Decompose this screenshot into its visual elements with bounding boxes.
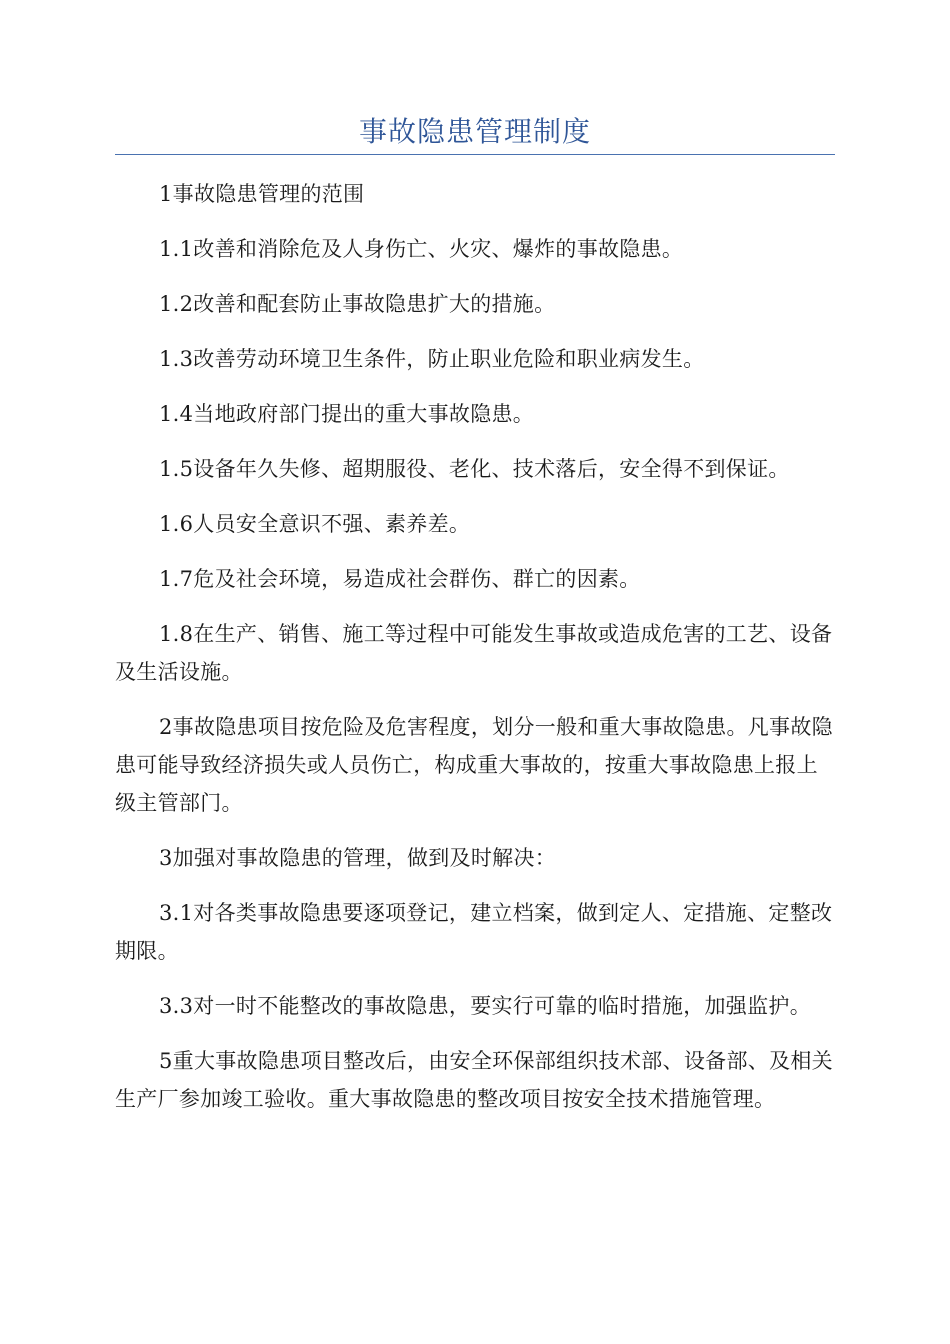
- document-body: [115, 175, 835, 1135]
- paragraph-1-7: 1.7危及社会环境，易造成社会群伤、群亡的因素。: [159, 567, 641, 591]
- paragraph-1-3: 1.3改善劳动环境卫生条件，防止职业危险和职业病发生。: [159, 347, 705, 371]
- paragraph-1-1: 1.1改善和消除危及人身伤亡、火灾、爆炸的事故隐患。: [159, 237, 684, 261]
- paragraph-2: 2事故隐患项目按危险及危害程度，划分一般和重大事故隐患。凡事故隐患可能导致经济损失或人员伤亡，构成重大事故的，按重大事故隐患上报上级主管部门。: [115, 715, 833, 815]
- paragraph-5: 5重大事故隐患项目整改后，由安全环保部组织技术部、设备部、及相关生产厂参加竣工验收。重大事故隐患的整改项目按安全技术措施管理。: [115, 1049, 833, 1111]
- paragraph-1-4: 1.4当地政府部门提出的重大事故隐患。: [159, 402, 535, 426]
- paragraph-1-8: 1.8在生产、销售、施工等过程中可能发生事故或造成危害的工艺、设备及生活设施。: [115, 622, 833, 684]
- paragraph-3: 3加强对事故隐患的管理，做到及时解决：: [159, 846, 557, 870]
- paragraph-1-6: 1.6人员安全意识不强、素养差。: [159, 512, 471, 536]
- paragraph-1-5: 1.5设备年久失修、超期服役、老化、技术落后，安全得不到保证。: [159, 457, 790, 481]
- paragraph-3-1: 3.1对各类事故隐患要逐项登记，建立档案，做到定人、定措施、定整改期限。: [115, 901, 833, 963]
- paragraph-1: 1事故隐患管理的范围: [159, 182, 365, 206]
- paragraph-3-3: 3.3对一时不能整改的事故隐患，要实行可靠的临时措施，加强监护。: [159, 994, 811, 1018]
- paragraph-1-2: 1.2改善和配套防止事故隐患扩大的措施。: [159, 292, 556, 316]
- document-title: 事故隐患管理制度: [358, 115, 591, 148]
- title-underline: [115, 154, 835, 155]
